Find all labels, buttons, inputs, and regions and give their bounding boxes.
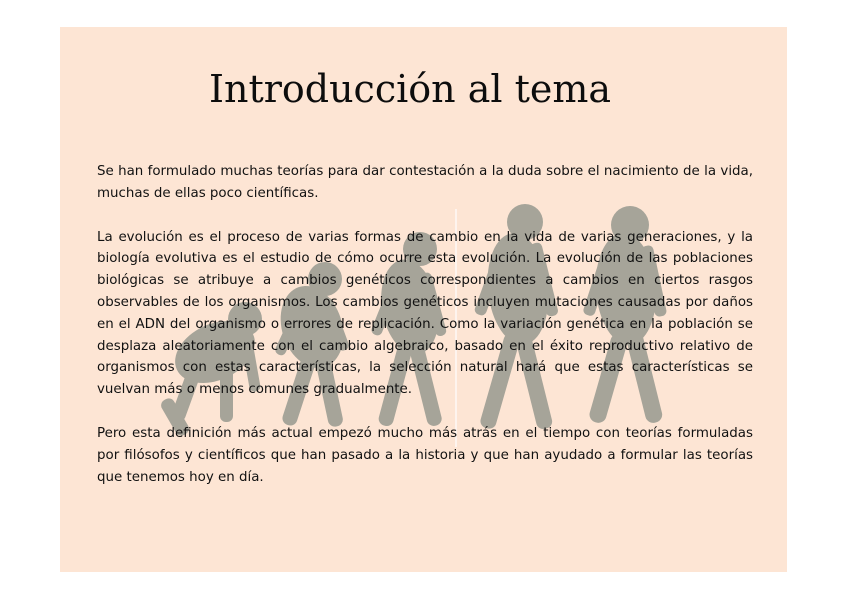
slide-title: Introducción al tema bbox=[208, 67, 612, 111]
paragraph-evolution: La evolución es el proceso de varias formas de cambio en la vida de varias generaciones, y la biología evolutiva es el estudio de cómo ocurre esta evolución. La evolución de las poblaciones biológicas se atribuye a cambios genéticos correspondientes a cambios en ciertos rasgos observables de los organismos. Los cambios genéticos incluyen mutaciones causadas por daños en el ADN del organismo o errores de replicación. Como la variación genética en la población se desplaza aleatoriamente con el cambio algebraico, basado en el éxito reproductivo relativo de organismos con estas características, la selección natural hará que estas características se vuelvan más o menos comunes gradualmente. bbox=[97, 229, 753, 398]
slide bbox=[60, 27, 787, 572]
paragraph-history: Pero esta definición más actual empezó mucho más atrás en el tiempo con teorías formuladas por filósofos y científicos que han pasado a la historia y que han ayudado a formular las teorías que tenemos hoy en día. bbox=[97, 425, 753, 485]
paragraph-intro: Se han formulado muchas teorías para dar contestación a la duda sobre el nacimiento de la vida, muchas de ellas poco científicas. bbox=[97, 164, 753, 201]
slide-body bbox=[97, 161, 753, 510]
